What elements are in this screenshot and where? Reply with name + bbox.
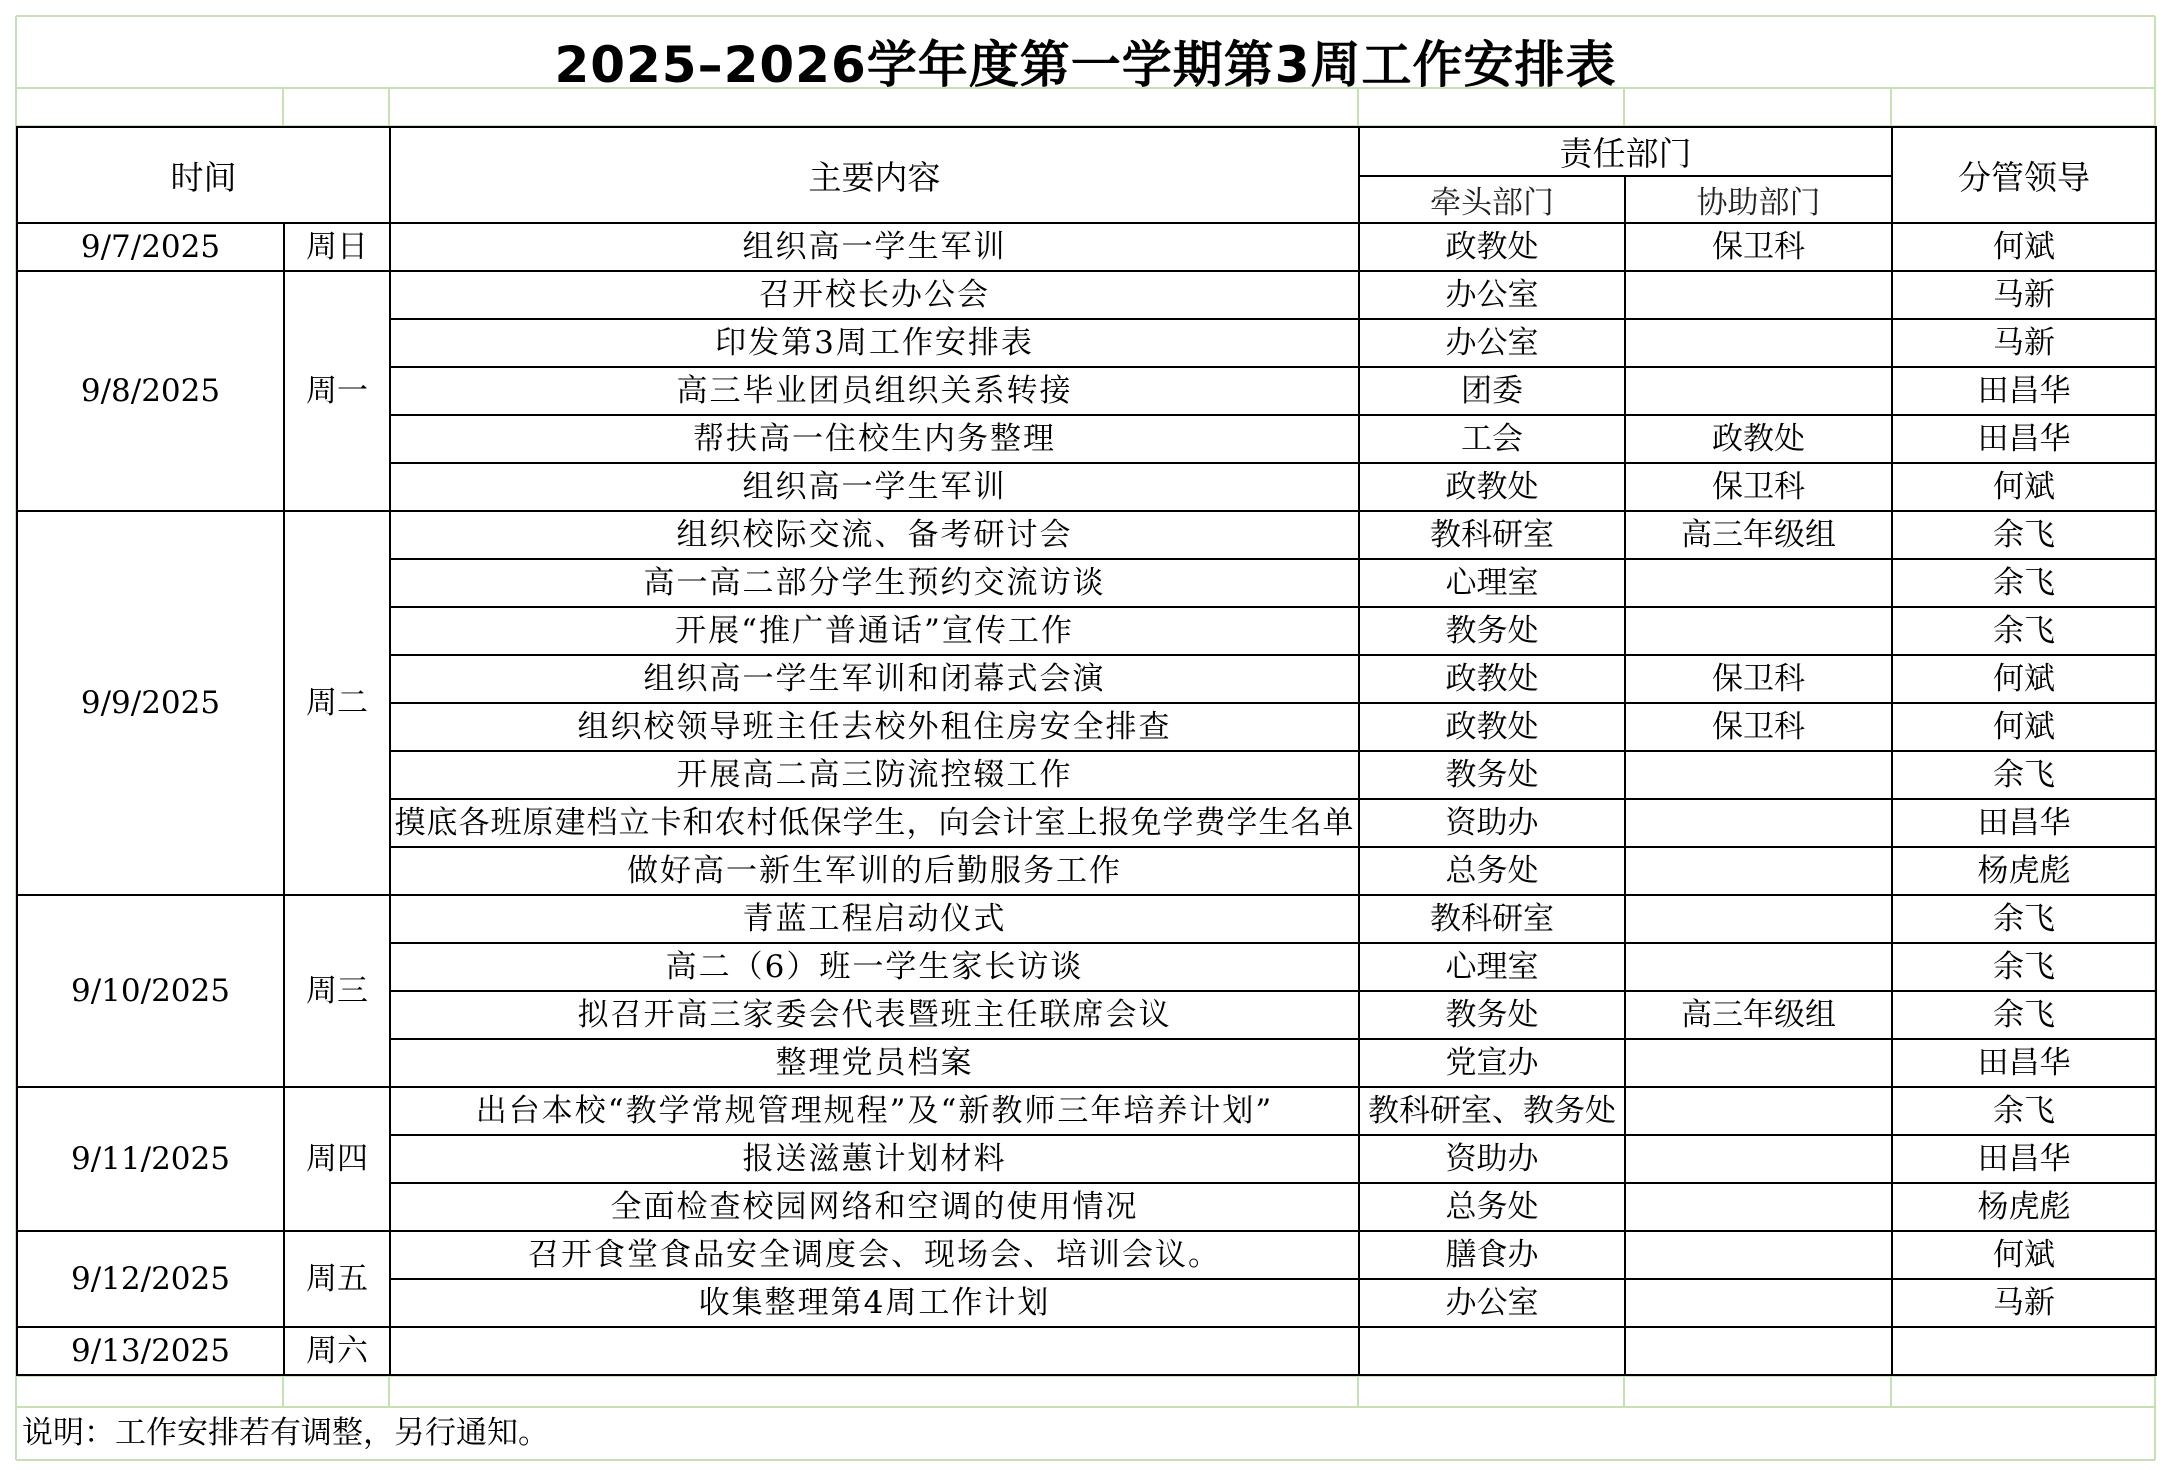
lead-dept-cell [1359,1327,1625,1375]
assist-dept-cell [1625,799,1892,847]
lead-dept-cell: 办公室 [1359,1279,1625,1327]
leader-cell: 何斌 [1892,463,2156,511]
assist-dept-cell [1625,847,1892,895]
assist-dept-cell [1625,271,1892,319]
assist-dept-cell [1625,1183,1892,1231]
assist-dept-cell [1625,1231,1892,1279]
leader-cell: 田昌华 [1892,799,2156,847]
weekday-cell: 周四 [284,1087,390,1231]
lead-dept-cell: 膳食办 [1359,1231,1625,1279]
lead-dept-cell: 政教处 [1359,223,1625,271]
lead-dept-cell: 政教处 [1359,655,1625,703]
lead-dept-cell: 教科研室、教务处 [1359,1087,1625,1135]
content-cell: 高三毕业团员组织关系转接 [390,367,1359,415]
table-row [17,1087,2156,1135]
lead-dept-cell: 教科研室 [1359,511,1625,559]
table-row [17,223,2156,271]
date-cell: 9/7/2025 [17,223,284,271]
lead-dept-cell: 政教处 [1359,463,1625,511]
footnote: 说明：工作安排若有调整，另行通知。 [22,1415,549,1451]
header-assist-dept: 协助部门 [1625,176,1892,223]
header-responsible-dept: 责任部门 [1359,127,1892,176]
table-row [17,1327,2156,1375]
leader-cell: 余飞 [1892,991,2156,1039]
leader-cell: 余飞 [1892,1087,2156,1135]
lead-dept-cell: 党宣办 [1359,1039,1625,1087]
assist-dept-cell [1625,943,1892,991]
content-cell: 报送滋蕙计划材料 [390,1135,1359,1183]
leader-cell: 余飞 [1892,511,2156,559]
content-cell: 高一高二部分学生预约交流访谈 [390,559,1359,607]
date-cell: 9/8/2025 [17,271,284,511]
header-lead-dept: 牵头部门 [1359,176,1625,223]
weekday-cell: 周一 [284,271,390,511]
content-cell: 开展“推广普通话”宣传工作 [390,607,1359,655]
content-cell: 青蓝工程启动仪式 [390,895,1359,943]
date-cell: 9/11/2025 [17,1087,284,1231]
content-cell: 开展高二高三防流控辍工作 [390,751,1359,799]
assist-dept-cell [1625,319,1892,367]
content-cell: 召开校长办公会 [390,271,1359,319]
assist-dept-cell: 保卫科 [1625,703,1892,751]
assist-dept-cell [1625,1087,1892,1135]
content-cell: 收集整理第4周工作计划 [390,1279,1359,1327]
assist-dept-cell [1625,559,1892,607]
leader-cell: 何斌 [1892,1231,2156,1279]
leader-cell: 杨虎彪 [1892,847,2156,895]
content-cell: 组织校领导班主任去校外租住房安全排查 [390,703,1359,751]
header-content: 主要内容 [390,127,1359,223]
leader-cell: 田昌华 [1892,1135,2156,1183]
date-cell: 9/9/2025 [17,511,284,895]
lead-dept-cell: 总务处 [1359,847,1625,895]
lead-dept-cell: 心理室 [1359,559,1625,607]
table-row [17,1231,2156,1279]
content-cell: 摸底各班原建档立卡和农村低保学生，向会计室上报免学费学生名单 [390,799,1359,847]
content-cell [390,1327,1359,1375]
leader-cell: 田昌华 [1892,415,2156,463]
lead-dept-cell: 办公室 [1359,271,1625,319]
leader-cell: 何斌 [1892,223,2156,271]
lead-dept-cell: 教务处 [1359,991,1625,1039]
lead-dept-cell: 工会 [1359,415,1625,463]
assist-dept-cell: 保卫科 [1625,463,1892,511]
lead-dept-cell: 教科研室 [1359,895,1625,943]
leader-cell: 余飞 [1892,895,2156,943]
assist-dept-cell [1625,1327,1892,1375]
content-cell: 印发第3周工作安排表 [390,319,1359,367]
leader-cell: 杨虎彪 [1892,1183,2156,1231]
assist-dept-cell [1625,1135,1892,1183]
leader-cell: 余飞 [1892,607,2156,655]
leader-cell: 何斌 [1892,703,2156,751]
leader-cell: 余飞 [1892,943,2156,991]
lead-dept-cell: 教务处 [1359,607,1625,655]
lead-dept-cell: 办公室 [1359,319,1625,367]
schedule-table [16,126,2157,1376]
assist-dept-cell [1625,1039,1892,1087]
assist-dept-cell [1625,1279,1892,1327]
date-cell: 9/12/2025 [17,1231,284,1327]
content-cell: 组织高一学生军训和闭幕式会演 [390,655,1359,703]
leader-cell: 余飞 [1892,751,2156,799]
leader-cell: 田昌华 [1892,367,2156,415]
header-time: 时间 [17,127,390,223]
content-cell: 组织高一学生军训 [390,223,1359,271]
content-cell: 组织高一学生军训 [390,463,1359,511]
leader-cell [1892,1327,2156,1375]
leader-cell: 马新 [1892,271,2156,319]
leader-cell: 马新 [1892,319,2156,367]
assist-dept-cell [1625,751,1892,799]
schedule-body [17,223,2156,1375]
date-cell: 9/13/2025 [17,1327,284,1375]
content-cell: 组织校际交流、备考研讨会 [390,511,1359,559]
table-row [17,511,2156,559]
content-cell: 帮扶高一住校生内务整理 [390,415,1359,463]
weekday-cell: 周日 [284,223,390,271]
weekday-cell: 周五 [284,1231,390,1327]
lead-dept-cell: 总务处 [1359,1183,1625,1231]
assist-dept-cell [1625,895,1892,943]
page-title: 2025–2026学年度第一学期第3周工作安排表 [554,36,1617,94]
date-cell: 9/10/2025 [17,895,284,1087]
assist-dept-cell: 政教处 [1625,415,1892,463]
content-cell: 出台本校“教学常规管理规程”及“新教师三年培养计划” [390,1087,1359,1135]
content-cell: 做好高一新生军训的后勤服务工作 [390,847,1359,895]
header-leader: 分管领导 [1892,127,2156,223]
leader-cell: 何斌 [1892,655,2156,703]
assist-dept-cell [1625,367,1892,415]
content-cell: 全面检查校园网络和空调的使用情况 [390,1183,1359,1231]
assist-dept-cell [1625,607,1892,655]
lead-dept-cell: 资助办 [1359,1135,1625,1183]
lead-dept-cell: 团委 [1359,367,1625,415]
leader-cell: 马新 [1892,1279,2156,1327]
content-cell: 整理党员档案 [390,1039,1359,1087]
leader-cell: 田昌华 [1892,1039,2156,1087]
content-cell: 召开食堂食品安全调度会、现场会、培训会议。 [390,1231,1359,1279]
assist-dept-cell: 高三年级组 [1625,511,1892,559]
assist-dept-cell: 高三年级组 [1625,991,1892,1039]
content-cell: 高二（6）班一学生家长访谈 [390,943,1359,991]
lead-dept-cell: 资助办 [1359,799,1625,847]
weekday-cell: 周六 [284,1327,390,1375]
table-row [17,895,2156,943]
lead-dept-cell: 教务处 [1359,751,1625,799]
lead-dept-cell: 心理室 [1359,943,1625,991]
weekday-cell: 周三 [284,895,390,1087]
weekday-cell: 周二 [284,511,390,895]
content-cell: 拟召开高三家委会代表暨班主任联席会议 [390,991,1359,1039]
lead-dept-cell: 政教处 [1359,703,1625,751]
assist-dept-cell: 保卫科 [1625,223,1892,271]
leader-cell: 余飞 [1892,559,2156,607]
assist-dept-cell: 保卫科 [1625,655,1892,703]
table-row [17,271,2156,319]
